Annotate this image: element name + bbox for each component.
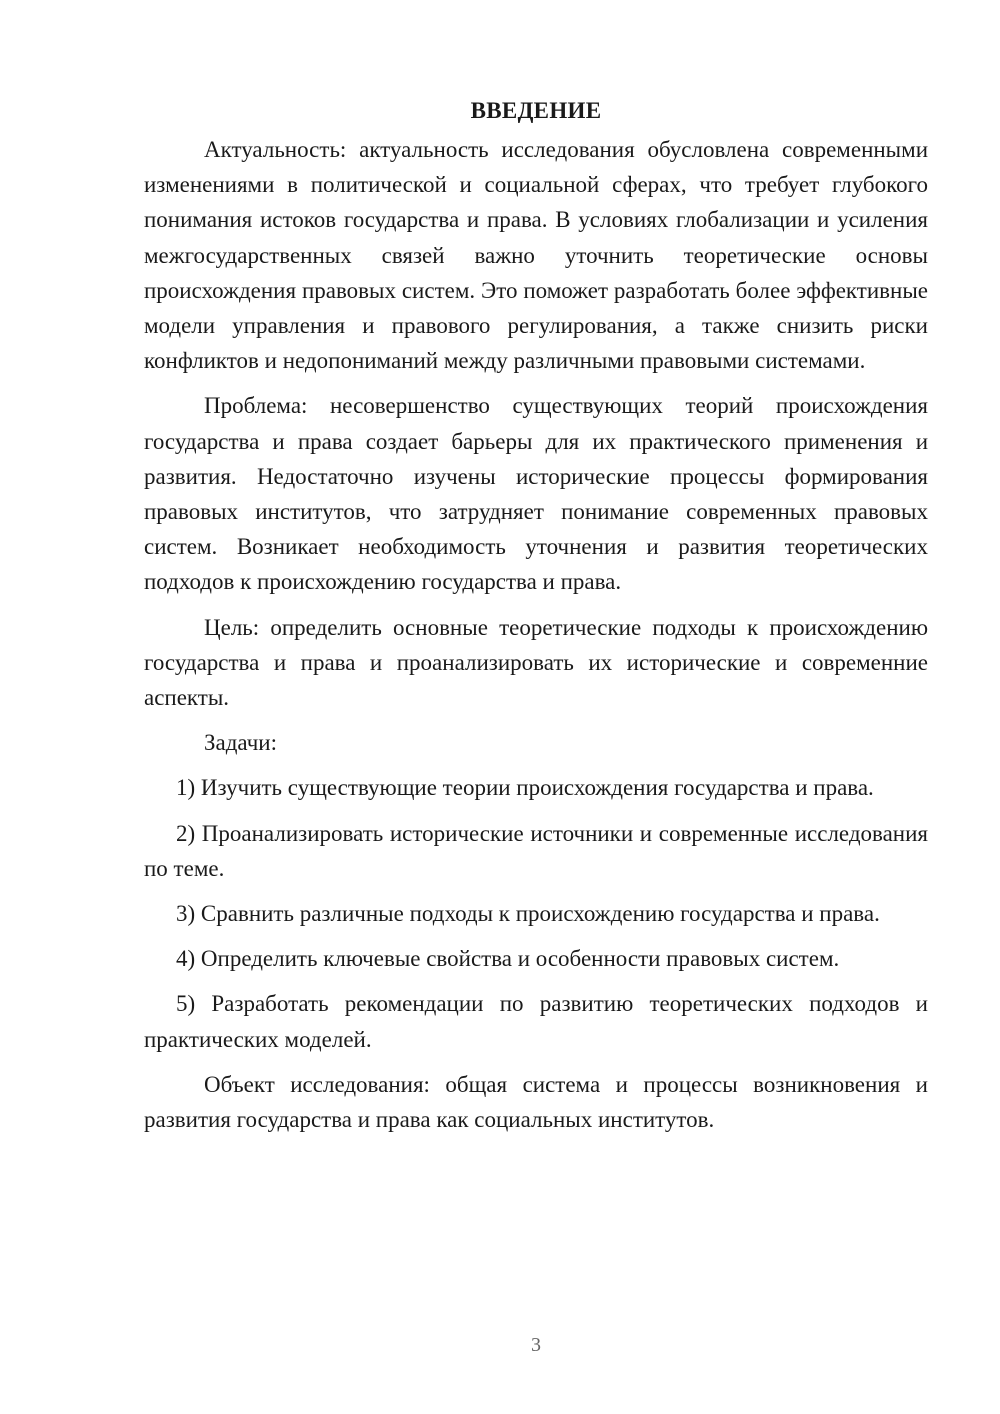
- paragraph-object: Объект исследования: общая система и процессы возникновения и развития государства и права как социальных институтов.: [144, 1071, 928, 1133]
- paragraph-problem: Проблема: несовершенство существующих теорий происхождения государства и права создает барьеры для их практического применения и развития. Недостаточно изучены исторические процессы формирования правовых институтов, что затрудняет понимание современных правовых систем. Возникает необходимость уточнения и развития теоретических подходов к происхождению государства и права.: [144, 393, 928, 595]
- task-item-5: 5) Разработать рекомендации по развитию теоретических подходов и практических моделей.: [144, 991, 928, 1052]
- paragraph-relevance: Актуальность: актуальность исследования обусловлена современными изменениями в политической и социальной сферах, что требует глубокого понимания истоков государства и права. В условиях глобализации и усиления межгосударственных связей важно уточнить теоретические основы происхождения правовых систем. Это поможет разработать более эффективные модели управления и правового регулирования, а также снизить риски конфликтов и недопониманий между различными правовыми системами.: [144, 137, 928, 374]
- task-item-1: 1) Изучить существующие теории происхождения государства и права.: [176, 775, 874, 801]
- task-item-2: 2) Проанализировать исторические источники и современные исследования по теме.: [144, 820, 928, 881]
- task-item-4: 4) Определить ключевые свойства и особенности правовых систем.: [176, 946, 840, 972]
- page-number: 3: [531, 1334, 541, 1356]
- paragraph-goal: Цель: определить основные теоретические подходы к происхождению государства и права и проанализировать их исторические и современние аспекты.: [144, 614, 928, 711]
- section-heading: ВВЕДЕНИЕ: [470, 98, 602, 123]
- task-item-3: 3) Сравнить различные подходы к происхождению государства и права.: [176, 901, 880, 927]
- page-content: [144, 96, 928, 1147]
- tasks-label: Задачи:: [204, 730, 277, 756]
